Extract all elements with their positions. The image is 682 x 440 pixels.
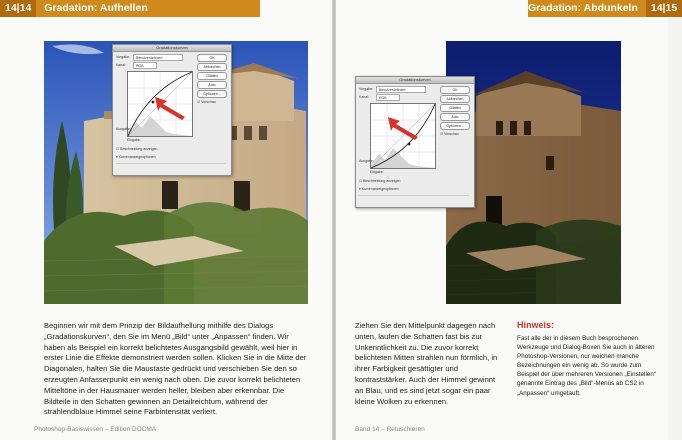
smooth-button-left[interactable]: Glätten (197, 72, 227, 80)
preset-select-right[interactable] (376, 86, 426, 93)
curve-options-label-right: Kurvenanzeigeoptionen (361, 187, 399, 191)
channel-label-left: Kanal: (116, 63, 126, 67)
curves-dialog-left[interactable] (112, 44, 232, 176)
right-footer: Band 14 – Retuschieren (355, 426, 425, 433)
curve-options-label-left: Kurvenanzeigeoptionen (118, 155, 156, 159)
curve-options-toggle-right[interactable]: ▾ Kurvenanzeigeoptionen (359, 187, 399, 191)
preset-label-right: Vorgabe: (359, 87, 374, 91)
output-label-left: Ausgabe: (116, 127, 131, 131)
preview-checkbox-left[interactable]: ☑ Vorschau (197, 100, 216, 104)
options-button-right[interactable]: Optionen... (440, 122, 470, 130)
right-page-header (528, 0, 678, 17)
right-page-number: 14|15 (646, 0, 682, 17)
preset-value-left: Benutzerdefiniert (136, 56, 163, 60)
curves-dialog-right-titlebar[interactable]: Gradationskurven (356, 77, 474, 84)
channel-select-right[interactable] (376, 94, 400, 101)
hint-body: Fast alle der in diesem Buch besprochenen Werkzeuge und Dialog-Boxen Sie auch in älteren Photoshop-Versionen, nur weichen manche Bezeichnungen ein wenig ab. So wurde zum Beispiel der über mehreren Versionen „Einstellen“ genannte Eintrag des „Bild“-Menüs ab CS2 in „Anpassen“ umgetauft. (517, 335, 656, 397)
channel-select-left[interactable] (133, 62, 157, 69)
right-page-title: Gradation: Abdunkeln (528, 2, 638, 14)
clipping-checkbox-right[interactable]: ☐ Beschneidung anzeigen (359, 179, 401, 183)
ok-button-right[interactable]: OK (440, 86, 470, 94)
clipping-label-right: Beschneidung anzeigen (363, 179, 401, 183)
auto-button-right[interactable]: Auto (440, 113, 470, 121)
channel-value-right: RGB (379, 96, 387, 100)
left-page-number: 14|14 (0, 0, 36, 17)
hint-title: Hinweis: (517, 320, 555, 330)
channel-value-left: RGB (136, 64, 144, 68)
clipping-checkbox-left[interactable]: ☐ Beschneidung anzeigen (116, 147, 158, 151)
cancel-button-right[interactable]: Abbrechen (440, 95, 470, 103)
curves-dialog-right[interactable] (355, 76, 475, 208)
arrow-up-icon (153, 95, 187, 121)
input-label-right: Eingabe: (370, 170, 384, 174)
preview-label-left: Vorschau (201, 100, 216, 104)
left-page-header (0, 0, 260, 17)
smooth-button-right[interactable]: Glätten (440, 104, 470, 112)
clipping-label-left: Beschneidung anzeigen (120, 147, 158, 151)
curve-options-toggle-left[interactable]: ▾ Kurvenanzeigeoptionen (116, 155, 156, 159)
cancel-button-left[interactable]: Abbrechen (197, 63, 227, 71)
right-body-text: Ziehen Sie den Mittelpunkt dagegen nach unten, laufen die Schatten fast bis zur Unkenntlichkeit zu. Die zuvor korrekt belichteten Mitten strahlen nun förmlich, in ihrer Farbigkeit gesättigter und kontraststärker. Auch der Himmel gewinnt an Blau, und es sind jetzt sogar ein paar kleine Wolken zu erkennen. (355, 321, 498, 406)
left-page-title: Gradation: Aufhellen (44, 2, 148, 14)
preview-label-right: Vorschau (444, 132, 459, 136)
left-body-text: Beginnen wir mit dem Prinzip der Bildaufhellung mithilfe des Dialogs „Gradationskurven“, den Sie im Menü „Bild“ unter „Anpassen“ finden. Wir haben als Beispiel ein korrekt belichtetes Ausgangsbild gewählt, weil hier in erster Linie die Effekte demonstriert werden sollen. Klicken Sie in die Mitte der Diagonalen, halten Sie die Maustaste gedrückt und verschieben Sie den so erzeugten Anfasserpunkt ein wenig nach oben. Die zuvor korrekt belichteten Mitteltöne in der Hausmauer werden heller, bleiben aber erkennbar. Die Bildteile in den Schatten gewinnen an Detailreichtum, während der strahlendblaue Himmel seine Farbintensität verliert. (44, 321, 307, 417)
output-label-right: Ausgabe: (359, 159, 374, 163)
curve-options-panel-left (116, 163, 226, 172)
preset-label-left: Vorgabe: (116, 55, 131, 59)
options-button-left[interactable]: Optionen... (197, 90, 227, 98)
ok-button-left[interactable]: OK (197, 54, 227, 62)
input-label-left: Eingabe: (127, 138, 141, 142)
preview-checkbox-right[interactable]: ☑ Vorschau (440, 132, 459, 136)
preset-value-right: Benutzerdefiniert (379, 88, 406, 92)
curves-dialog-left-titlebar[interactable]: Gradationskurven (113, 45, 231, 52)
curve-options-panel-right (359, 195, 469, 204)
preset-select-left[interactable] (133, 54, 183, 61)
left-page (0, 0, 332, 440)
left-footer: Photoshop-Basiswissen – Edition DOCMA (34, 426, 157, 433)
auto-button-left[interactable]: Auto (197, 81, 227, 89)
channel-label-right: Kanal: (359, 95, 369, 99)
arrow-down-icon (386, 115, 420, 141)
